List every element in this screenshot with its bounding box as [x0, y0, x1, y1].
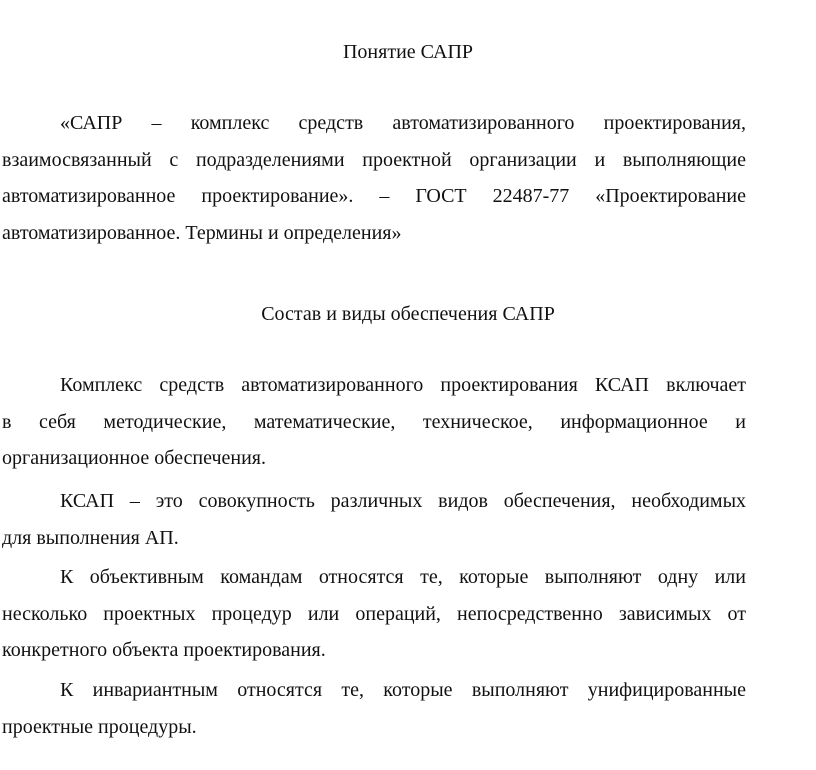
heading-composition: Состав и виды обеспечения САПР	[261, 303, 555, 325]
paragraph-line: для выполнения АП.	[2, 526, 179, 549]
paragraph-line: Комплекс средств автоматизированного проектирования КСАП включает	[60, 374, 746, 396]
paragraph-line: несколько проектных процедур или операций, непосредственно зависимых от	[2, 602, 746, 625]
definition-paragraph	[2, 105, 746, 251]
definition-line: «САПР – комплекс средств автоматизированного проектирования,	[60, 112, 746, 134]
paragraph-line: К объективным командам относятся те, которые выполняют одну или	[60, 566, 746, 588]
definition-line: автоматизированное проектирование». – ГОСТ 22487-77 «Проектирование	[2, 185, 746, 207]
paragraph-ksap-components	[2, 367, 746, 477]
definition-line: взаимосвязанный с подразделениями проектной организации и выполняющие	[2, 148, 746, 171]
paragraph-line: К инвариантным относятся те, которые выполняют унифицированные	[60, 679, 746, 701]
heading-sapr-concept: Понятие САПР	[342, 41, 474, 63]
paragraph-line: КСАП – это совокупность различных видов обеспечения, необходимых	[60, 490, 746, 512]
definition-line: автоматизированное. Термины и определения»	[2, 221, 402, 244]
paragraph-line: организационное обеспечения.	[2, 447, 266, 469]
paragraph-line: в себя методические, математические, техническое, информационное и	[2, 410, 746, 433]
paragraph-ksap-definition	[2, 483, 746, 556]
paragraph-line: конкретного объекта проектирования.	[2, 639, 326, 661]
paragraph-line: проектные процедуры.	[2, 715, 197, 738]
paragraph-objective-commands	[2, 559, 746, 669]
paragraph-invariant-commands	[2, 672, 746, 745]
